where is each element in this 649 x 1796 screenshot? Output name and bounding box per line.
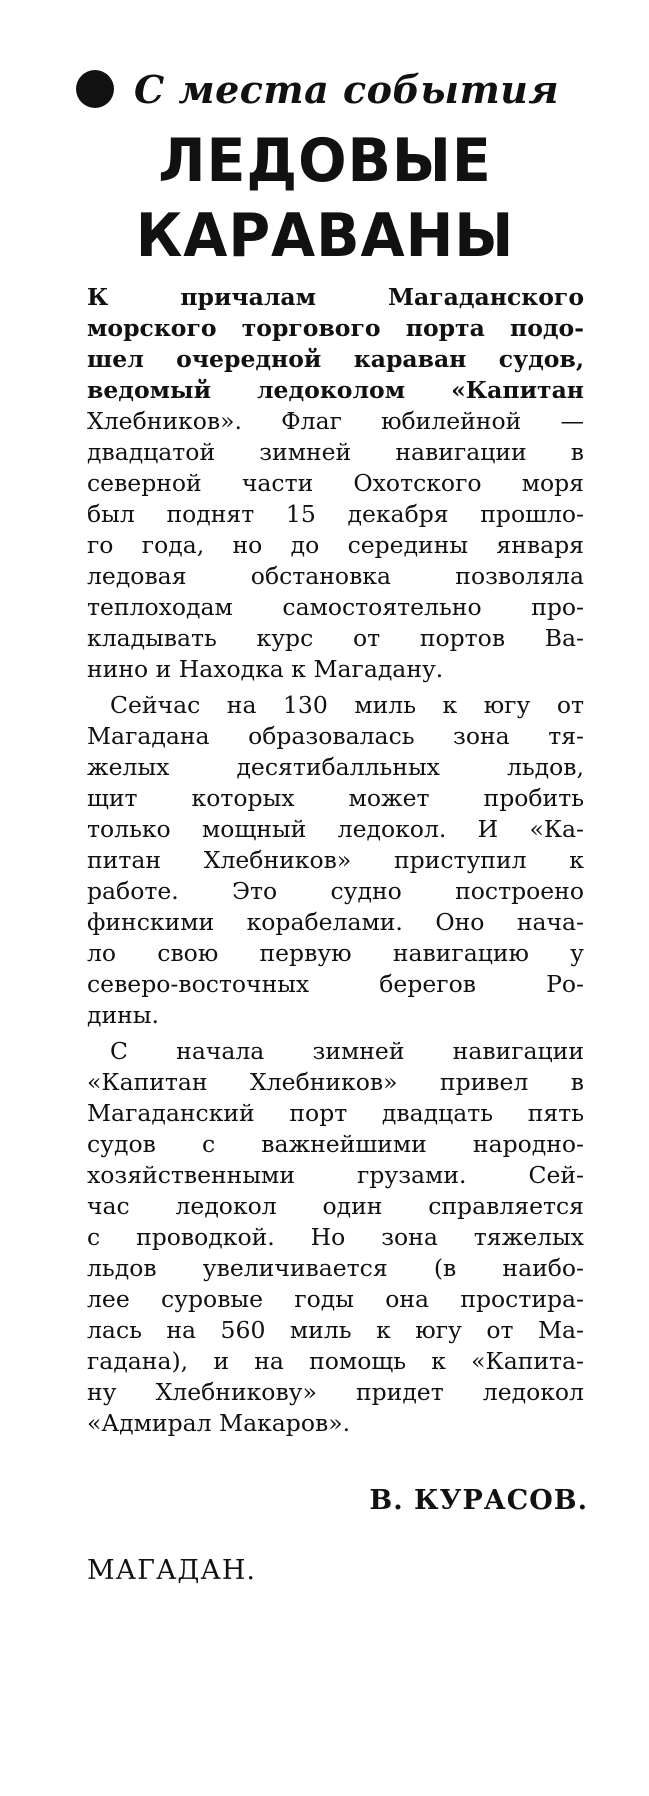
body-line: хозяйственными грузами. Сей- xyxy=(87,1161,584,1189)
body-line: нино и Находка к Магадану. xyxy=(87,655,444,683)
body-line: льдов увеличивается (в наибо- xyxy=(87,1254,584,1282)
lead-line: К причалам Магаданского xyxy=(87,283,584,311)
lead-line: шел очередной караван судов, xyxy=(87,345,584,373)
body-line: северо-восточных берегов Ро- xyxy=(87,970,584,998)
headline-line-2: КАРАВАНЫ xyxy=(135,201,515,271)
body-line: час ледокол один справляется xyxy=(87,1192,584,1220)
body-line: гадана), и на помощь к «Капита- xyxy=(87,1347,584,1375)
body-line: был поднят 15 декабря прошло- xyxy=(87,500,584,528)
body-line: желых десятибалльных льдов, xyxy=(87,753,584,781)
body-line: теплоходам самостоятельно про- xyxy=(87,593,584,621)
body-line: Сейчас на 130 миль к югу от xyxy=(110,691,584,719)
body-line: ну Хлебникову» придет ледокол xyxy=(87,1378,584,1406)
body-line: ледовая обстановка позволяла xyxy=(87,562,584,590)
body-line: Магаданский порт двадцать пять xyxy=(87,1099,584,1127)
body-line: работе. Это судно построено xyxy=(87,877,584,905)
body-line: Магадана образовалась зона тя- xyxy=(87,722,584,750)
body-line: «Капитан Хлебников» привел в xyxy=(87,1068,584,1096)
body-line: судов с важнейшими народно- xyxy=(87,1130,584,1158)
dateline: МАГАДАН. xyxy=(87,1555,256,1586)
body-line: щит которых может пробить xyxy=(87,784,584,812)
body-line: кладывать курс от портов Ва- xyxy=(87,624,584,652)
headline-line-1: ЛЕДОВЫЕ xyxy=(158,126,492,196)
body-line: лее суровые годы она простира- xyxy=(87,1285,584,1313)
body-line: «Адмирал Макаров». xyxy=(87,1409,351,1437)
body-line: с проводкой. Но зона тяжелых xyxy=(87,1223,584,1251)
body-line: лась на 560 миль к югу от Ма- xyxy=(87,1316,584,1344)
lead-line: морского торгового порта подо- xyxy=(87,314,584,342)
body-line: только мощный ледокол. И «Ка- xyxy=(87,815,584,843)
body-line: финскими корабелами. Оно нача- xyxy=(87,908,584,936)
author-signature: В. КУРАСОВ. xyxy=(369,1485,588,1516)
body-line: Хлебников». Флаг юбилейной — xyxy=(87,407,584,435)
body-line: двадцатой зимней навигации в xyxy=(87,438,584,466)
body-line: питан Хлебников» приступил к xyxy=(87,846,584,874)
lead-line: ведомый ледоколом «Капитан xyxy=(87,376,584,404)
bullet-icon xyxy=(76,70,114,108)
body-line: северной части Охотского моря xyxy=(87,469,584,497)
rubric-text: С места события xyxy=(134,66,560,112)
body-line: дины. xyxy=(87,1001,159,1029)
rubric xyxy=(76,62,576,116)
body-line: ло свою первую навигацию у xyxy=(87,939,584,967)
body-line: го года, но до середины января xyxy=(87,531,584,559)
body-line: С начала зимней навигации xyxy=(110,1037,584,1065)
